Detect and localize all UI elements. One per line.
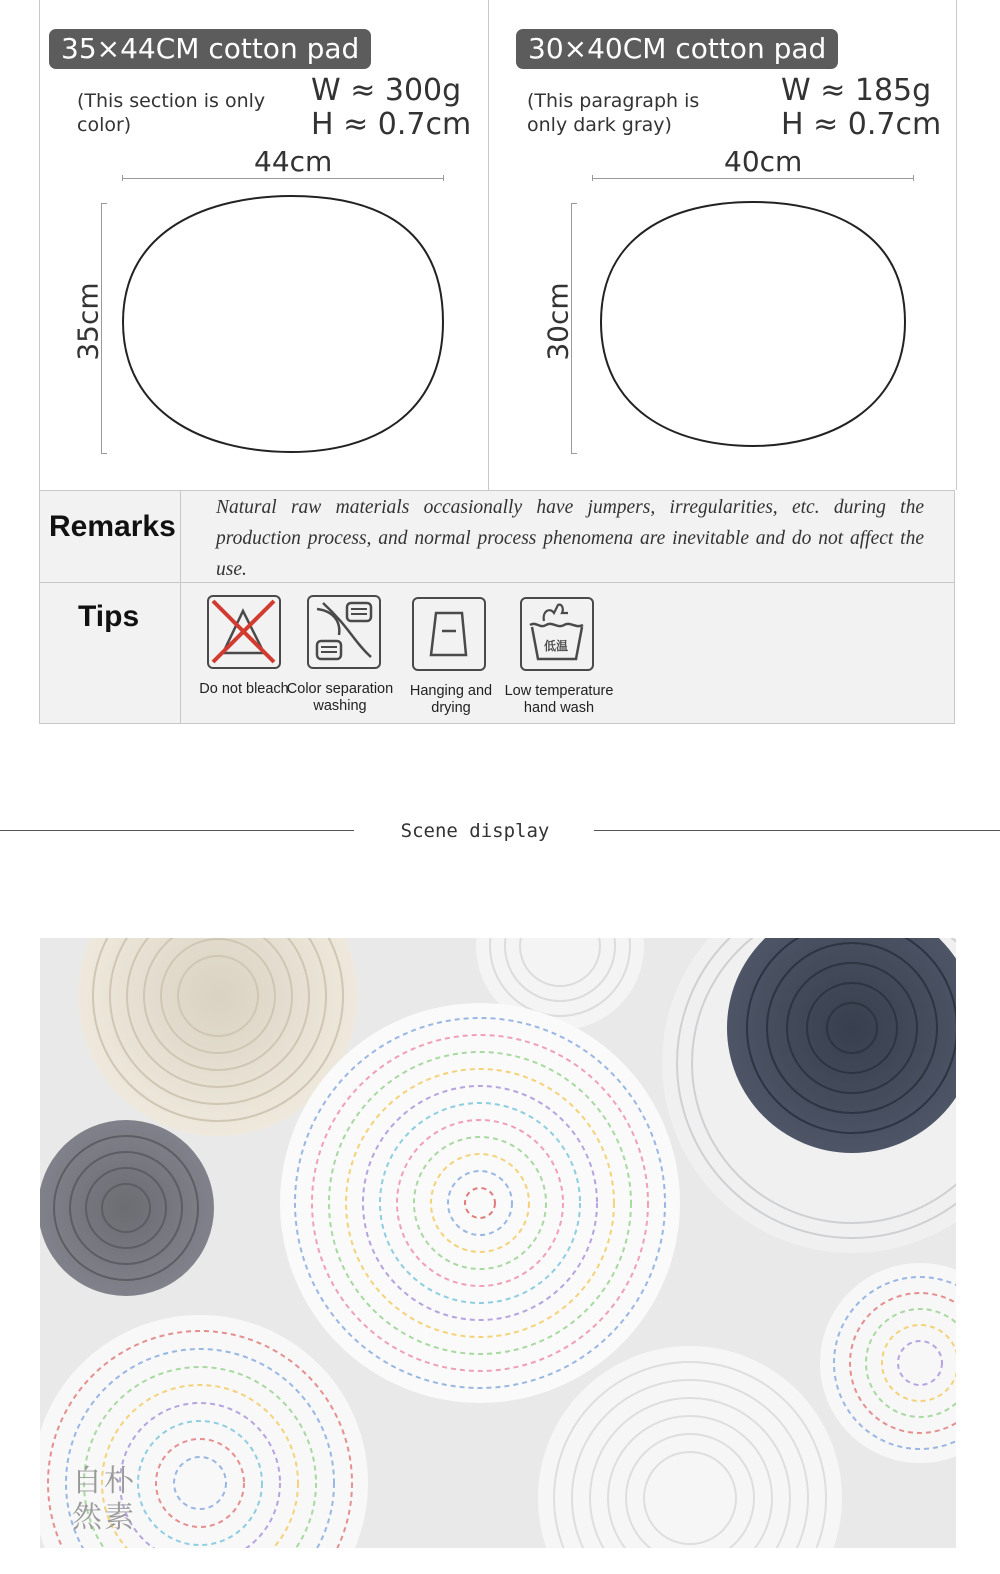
left-width-dimension: 44cm (254, 145, 333, 178)
right-pad-outline (595, 196, 915, 452)
scene-photo (40, 938, 956, 1548)
tip-label-no-bleach: Do not bleach (199, 681, 289, 697)
tip-label-hand-wash: Low temperature hand wash (504, 683, 614, 716)
left-height-dimension: 35cm (71, 282, 105, 361)
left-height-tick-end (101, 453, 107, 454)
right-pad-note: (This paragraph is only dark gray) (527, 90, 700, 136)
remarks-heading: Remarks (49, 510, 176, 543)
right-pad-weight: W ≈ 185g (781, 73, 932, 108)
left-width-tick-end (443, 175, 444, 181)
right-width-tick-start (592, 175, 593, 181)
hand-wash-icon (520, 597, 594, 671)
color-separation-icon (307, 595, 381, 669)
right-height-tick-start (571, 203, 577, 204)
table-column-separator (180, 490, 181, 724)
seal-char-3: 然 (72, 1500, 102, 1535)
left-height-tick-start (101, 203, 107, 204)
left-pad-height: H ≈ 0.7cm (311, 107, 472, 142)
tip-label-hang-dry: Hanging and drying (409, 683, 493, 716)
remarks-text: Natural raw materials occasionally have jumpers, irregularities, etc. during the production process, and normal process phenomena are inevitable and do not affect the use. (216, 497, 924, 580)
left-pad-note: (This section is only color) (77, 90, 266, 136)
left-width-line (122, 178, 444, 179)
hang-dry-icon (412, 597, 486, 671)
seal-char-2: 朴 (104, 1464, 134, 1499)
right-pad-height: H ≈ 0.7cm (781, 107, 942, 142)
left-width-tick-start (122, 175, 123, 181)
hand-wash-icon-text: 低温 (544, 639, 569, 653)
seal-char-4: 素 (104, 1500, 134, 1535)
left-pad-weight: W ≈ 300g (311, 73, 462, 108)
right-pad-title: 30×40CM cotton pad (516, 29, 838, 69)
left-pad-title: 35×44CM cotton pad (49, 29, 371, 69)
right-width-line (592, 178, 914, 179)
no-bleach-icon (207, 595, 281, 669)
brand-seal (58, 1454, 138, 1535)
tips-heading: Tips (78, 600, 140, 633)
tip-label-color-separation: Color separation washing (286, 681, 394, 714)
left-pad-outline (115, 190, 455, 460)
right-height-tick-end (571, 453, 577, 454)
right-width-tick-end (913, 175, 914, 181)
right-height-dimension: 30cm (541, 282, 575, 361)
spec-divider (488, 0, 489, 490)
seal-char-1: 自 (72, 1464, 102, 1499)
right-width-dimension: 40cm (724, 145, 803, 178)
scene-title: Scene display (400, 820, 550, 842)
